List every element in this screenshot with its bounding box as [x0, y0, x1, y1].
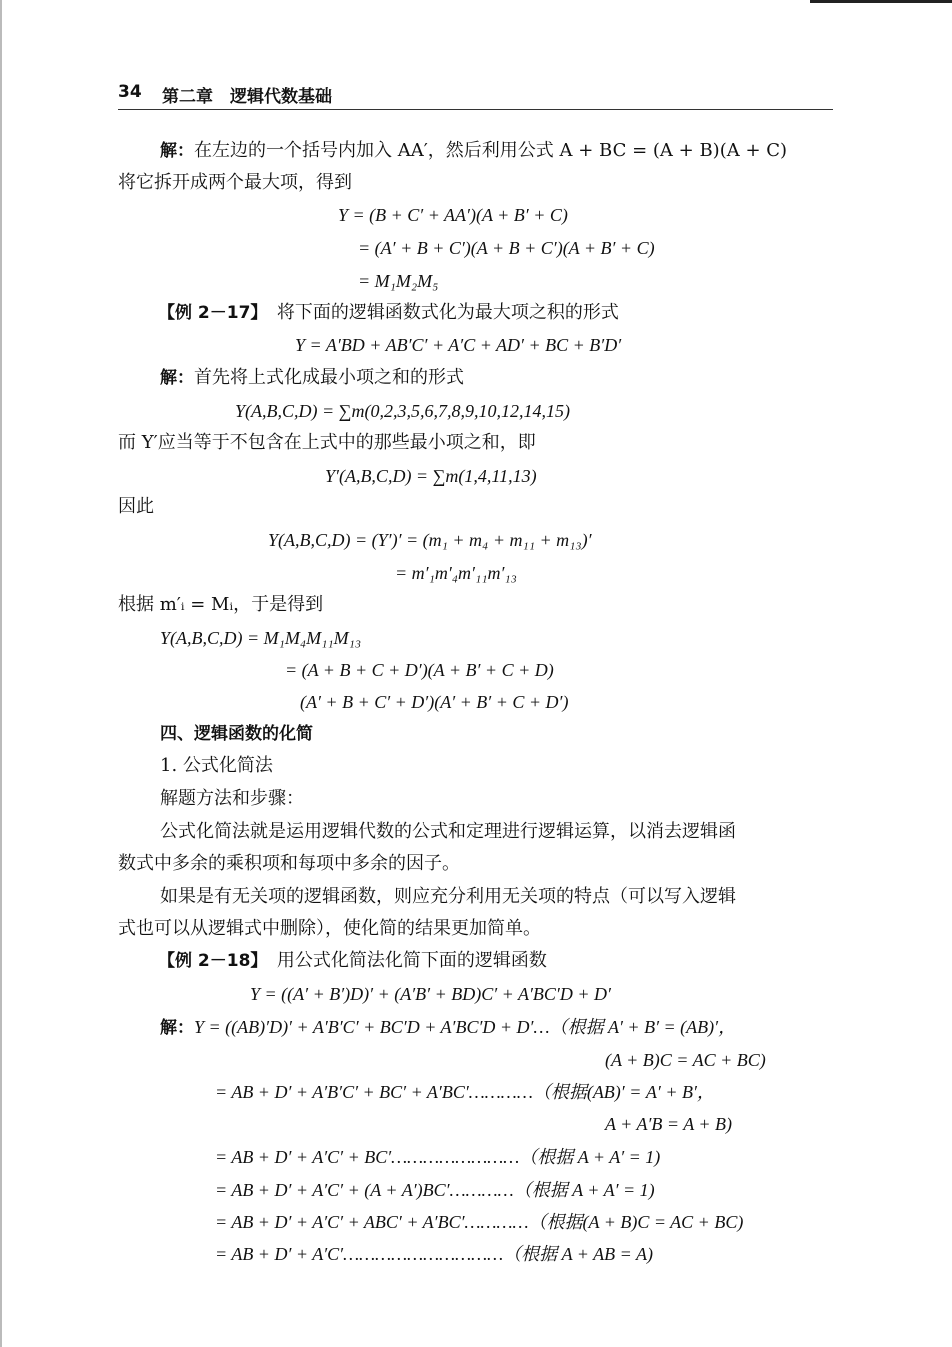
text-line-l10: 而 Y′应当等于不包含在上式中的那些最小项之和，即	[118, 432, 536, 453]
formula-l32: = AB + D′ + A′C′ + BC′……………………（根据 A + A′ = 1)	[215, 1147, 661, 1167]
formula-l5: = M₁M₂M₅	[358, 271, 439, 291]
formula-l17: = (A + B + C + D′)(A + B′ + C + D)	[285, 660, 554, 680]
solution-label: 解：	[160, 141, 194, 161]
solution-label: 解：	[160, 1018, 194, 1038]
text-line-l26	[158, 949, 547, 973]
text-line-l12: 因此	[118, 496, 154, 517]
formula-l27: Y = ((A′ + B′)D)′ + (A′B′ + BD)C′ + A′BC′D + D′	[250, 984, 611, 1004]
scan-edge-top	[810, 0, 952, 3]
text-line-l23: 数式中多余的乘积项和每项中多余的因子。	[118, 853, 460, 874]
section-heading: 四、逻辑函数的化简	[160, 724, 313, 744]
page-header	[118, 80, 833, 110]
formula-l18: (A′ + B + C′ + D′)(A′ + B′ + C + D′)	[300, 692, 569, 712]
text-line-l8	[160, 366, 464, 390]
formula-l31: A + A′B = A + B)	[605, 1114, 733, 1134]
formula-l34: = AB + D′ + A′C′ + ABC′ + A′BC′…………（根据(A + B)C = AC + BC)	[215, 1212, 744, 1232]
line-text: 用公式化简法化简下面的逻辑函数	[258, 950, 547, 971]
formula-l11: Y′(A,B,C,D) = ∑m(1,4,11,13)	[325, 466, 537, 486]
text-line-l21: 解题方法和步骤：	[160, 788, 304, 809]
example-label: 【例 2－18】	[158, 951, 259, 971]
page-number: 34	[118, 82, 142, 102]
line-text: 将它拆开成两个最大项，得到	[118, 172, 352, 193]
line-text: 首先将上式化成最小项之和的形式	[194, 367, 464, 388]
formula-l33: = AB + D′ + A′C′ + (A + A′)BC′…………（根据 A + A′ = 1)	[215, 1180, 655, 1200]
line-text: Y = ((AB)′D)′ + A′B′C′ + BC′D + A′BC′D + D′…（根据 A′ + B′ = (AB)′，	[194, 1017, 737, 1037]
formula-l9: Y(A,B,C,D) = ∑m(0,2,3,5,6,7,8,9,10,12,14,15)	[235, 401, 570, 421]
text-line-l2	[118, 171, 352, 195]
formula-l7: Y = A′BD + AB′C′ + A′C + AD′ + BC + B′D′	[295, 335, 622, 355]
formula-l30: = AB + D′ + A′B′C′ + BC′ + A′BC′…………（根据(AB)′ = A′ + B′，	[215, 1082, 715, 1102]
scan-edge-left	[0, 0, 2, 1347]
text-line-l25: 式也可以从逻辑式中删除），使化简的结果更加简单。	[118, 918, 541, 939]
formula-l16: Y(A,B,C,D) = M₁M₄M₁₁M₁₃	[160, 628, 362, 648]
header-rule	[118, 109, 833, 110]
formula-l13: Y(A,B,C,D) = (Y′)′ = (m₁ + m₄ + m₁₁ + m₁₃)′	[268, 530, 592, 550]
text-line-l1	[160, 139, 787, 163]
line-text: 将下面的逻辑函数式化为最大项之积的形式	[258, 302, 619, 323]
subsection-heading: 1. 公式化简法	[160, 755, 273, 776]
text-line-l24: 如果是有无关项的逻辑函数，则应充分利用无关项的特点（可以写入逻辑	[160, 886, 736, 907]
formula-l3: Y = (B + C′ + AA′)(A + B′ + C)	[338, 205, 568, 225]
line-text: 在左边的一个括号内加入 AA′，然后利用公式 A + BC = (A + B)(A + C)	[194, 140, 788, 161]
formula-l35: = AB + D′ + A′C′…………………………（根据 A + AB = A)	[215, 1244, 653, 1264]
formula-l29: (A + B)C = AC + BC)	[605, 1050, 766, 1070]
chapter-title: 第二章 逻辑代数基础	[162, 87, 332, 107]
solution-label: 解：	[160, 368, 194, 388]
formula-l4: = (A′ + B + C′)(A + B + C′)(A + B′ + C)	[358, 238, 655, 258]
text-line-l6	[158, 301, 619, 325]
formula-l14: = m′₁m′₄m′₁₁m′₁₃	[395, 563, 517, 583]
formula-l28	[160, 1015, 736, 1040]
text-line-l22: 公式化简法就是运用逻辑代数的公式和定理进行逻辑运算，以消去逻辑函	[160, 821, 736, 842]
example-label: 【例 2－17】	[158, 303, 259, 323]
text-line-l15: 根据 m′ᵢ = Mᵢ，于是得到	[118, 594, 324, 615]
